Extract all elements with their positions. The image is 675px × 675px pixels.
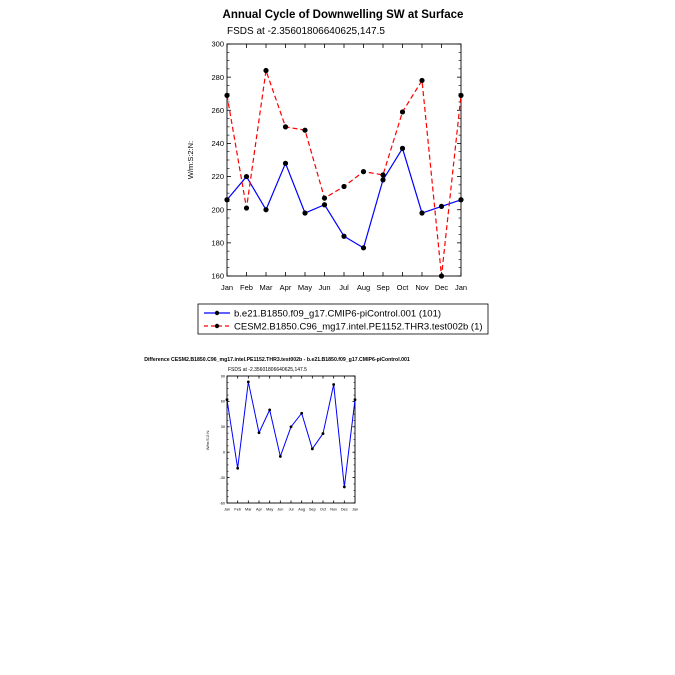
legend-entry-test <box>204 322 483 333</box>
difference-xtick-label: May <box>266 507 274 512</box>
difference-xtick-label: Jul <box>288 507 294 512</box>
difference-chart-title: Difference CESM2.B1850.C96_mg17.intel.PE1152.THR3.test002b - b.e21.B1850.f09_g17.CMIP6-piControl.001 <box>144 357 410 363</box>
main-ytick-label: 220 <box>211 172 224 182</box>
main-ytick-label: 240 <box>211 139 224 149</box>
main-data-point <box>458 93 463 98</box>
main-data-point <box>322 196 327 201</box>
main-xtick-label: Oct <box>396 283 409 292</box>
main-ytick-label: 260 <box>211 105 224 115</box>
difference-chart <box>144 357 410 512</box>
main-xtick-label: Apr <box>279 283 292 292</box>
difference-data-point <box>343 486 346 489</box>
main-chart-legend <box>198 304 488 334</box>
legend-marker-test <box>215 324 219 328</box>
difference-data-point <box>322 432 325 435</box>
main-data-point <box>302 210 307 215</box>
main-ytick-label: 300 <box>211 39 224 49</box>
difference-chart-ylabel: W/m:S:2:N: <box>205 429 210 451</box>
main-data-point <box>244 205 249 210</box>
main-data-point <box>419 210 424 215</box>
main-series-line-0 <box>227 148 461 247</box>
legend-entry-control <box>204 309 441 320</box>
main-data-point <box>263 68 268 73</box>
main-xtick-label: Nov <box>415 283 429 292</box>
main-ytick-label: 160 <box>211 271 224 281</box>
main-data-point <box>244 174 249 179</box>
main-data-point <box>380 177 385 182</box>
main-xtick-label: May <box>297 283 313 292</box>
main-data-point <box>361 245 366 250</box>
difference-ytick-label: 90 <box>220 374 225 379</box>
main-xtick-label: Jan <box>454 283 468 292</box>
difference-ytick-label: -30 <box>219 475 225 480</box>
difference-xtick-label: Dec <box>340 507 348 512</box>
main-chart-ylabel: W/m:S:2:N: <box>186 140 195 180</box>
legend-label-control: b.e21.B1850.f09_g17.CMIP6-piControl.001 (101) <box>234 308 442 320</box>
main-data-point <box>283 161 288 166</box>
main-series-line-1 <box>227 71 461 276</box>
main-data-point <box>458 197 463 202</box>
difference-data-point <box>268 408 271 411</box>
main-xtick-label: Feb <box>240 283 253 292</box>
main-data-point <box>263 207 268 212</box>
difference-data-point <box>300 412 303 415</box>
main-data-point <box>361 169 366 174</box>
main-xtick-label: Sep <box>376 283 390 292</box>
difference-data-point <box>332 383 335 386</box>
difference-xtick-label: Nov <box>330 507 338 512</box>
difference-chart-subtitle: FSDS at -2.35601806640625,147.5 <box>228 367 307 373</box>
main-plot-frame <box>227 44 461 276</box>
main-xtick-label: Jun <box>318 283 331 292</box>
main-chart <box>186 9 467 292</box>
difference-series-line-0 <box>227 382 355 487</box>
main-ytick-label: 200 <box>211 205 224 215</box>
difference-xtick-label: Apr <box>256 507 262 512</box>
difference-xtick-label: Jan <box>351 507 359 512</box>
difference-xtick-label: Oct <box>320 507 326 512</box>
main-data-point <box>439 273 444 278</box>
difference-data-point <box>258 431 261 434</box>
difference-data-point <box>247 381 250 384</box>
difference-ytick-label: 0 <box>222 450 225 455</box>
difference-xtick-label: Sep <box>308 507 316 512</box>
main-xtick-label: Jul <box>339 283 349 292</box>
main-data-point <box>400 109 405 114</box>
difference-data-point <box>354 398 357 401</box>
main-data-point <box>283 124 288 129</box>
difference-xtick-label: Jun <box>277 507 284 512</box>
main-data-point <box>380 172 385 177</box>
main-xtick-label: Dec <box>434 283 449 292</box>
difference-xtick-label: Jan <box>223 507 231 512</box>
difference-xtick-label: Mar <box>245 507 252 512</box>
difference-data-point <box>236 467 239 470</box>
difference-ytick-label: 30 <box>220 425 225 430</box>
main-data-point <box>341 234 346 239</box>
legend-marker-control <box>215 311 219 315</box>
main-data-point <box>322 202 327 207</box>
main-xtick-label: Aug <box>356 283 371 292</box>
difference-ytick-label: -60 <box>219 501 225 506</box>
main-data-point <box>400 146 405 151</box>
difference-ytick-label: 60 <box>220 399 225 404</box>
main-xtick-label: Jan <box>220 283 234 292</box>
difference-data-point <box>226 398 229 401</box>
main-xtick-label: Mar <box>259 283 273 292</box>
main-data-point <box>419 78 424 83</box>
main-data-point <box>439 204 444 209</box>
difference-data-point <box>311 447 314 450</box>
difference-data-point <box>290 425 293 428</box>
difference-data-point <box>279 455 282 458</box>
main-data-point <box>302 128 307 133</box>
main-data-point <box>341 184 346 189</box>
difference-xtick-label: Aug <box>298 507 306 512</box>
main-ytick-label: 280 <box>211 72 224 82</box>
difference-plot-frame <box>227 376 355 503</box>
legend-label-test: CESM2.B1850.C96_mg17.intel.PE1152.THR3.test002b (1) <box>234 321 483 333</box>
main-chart-title: Annual Cycle of Downwelling SW at Surface <box>222 9 464 21</box>
main-data-point <box>224 93 229 98</box>
main-chart-subtitle: FSDS at -2.35601806640625,147.5 <box>227 26 385 37</box>
difference-xtick-label: Feb <box>234 507 241 512</box>
main-data-point <box>224 197 229 202</box>
main-ytick-label: 180 <box>211 238 224 248</box>
